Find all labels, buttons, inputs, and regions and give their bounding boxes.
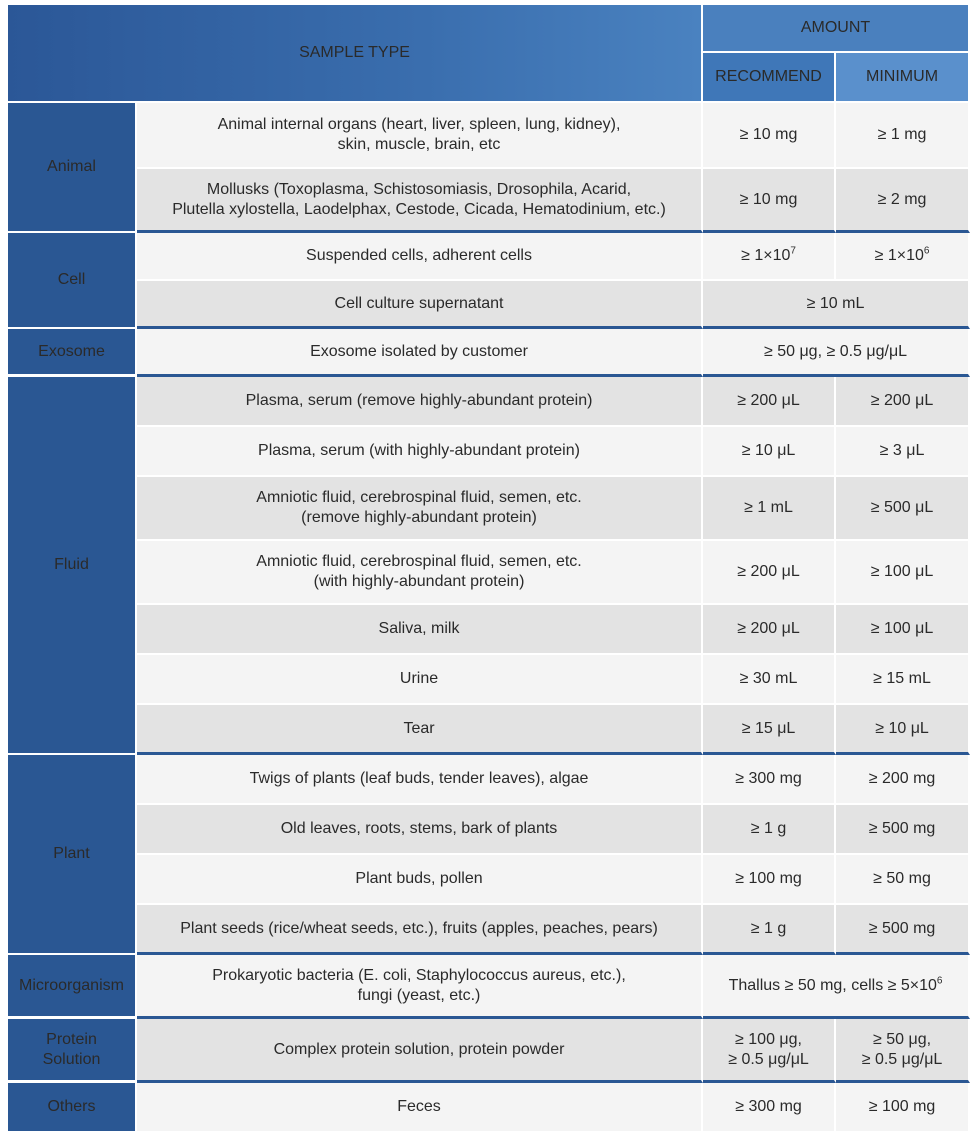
description-line: (remove highly-abundant protein) — [301, 509, 537, 526]
description-line: Prokaryotic bacteria (E. coli, Staphylococcus aureus, etc.), — [212, 966, 626, 984]
description-line: Amniotic fluid, cerebrospinal fluid, semen, etc. — [256, 553, 582, 570]
amount-line: ≥ 100 μg, — [735, 1030, 802, 1048]
minimum-cell: ≥ 1 mg — [836, 103, 970, 169]
table-row — [8, 169, 970, 233]
recommend-cell: ≥ 200 μL — [703, 541, 836, 605]
minimum-cell: ≥ 100 mg — [836, 1083, 970, 1133]
table-row — [8, 541, 970, 605]
amount-cell: ≥ 50 μg, ≥ 0.5 μg/μL — [703, 329, 970, 377]
sample-description: Plant seeds (rice/wheat seeds, etc.), fruits (apples, peaches, pears) — [137, 905, 703, 955]
category-plant — [8, 755, 137, 955]
table-row — [8, 955, 970, 1019]
recommend-cell: ≥ 1 g — [703, 805, 836, 855]
table-row — [8, 655, 970, 705]
minimum-cell — [836, 233, 970, 281]
minimum-cell: ≥ 500 mg — [836, 805, 970, 855]
category-label: Protein — [46, 1030, 97, 1048]
table-row — [8, 233, 970, 281]
description-line: skin, muscle, brain, etc — [337, 136, 501, 153]
minimum-cell: ≥ 50 mg — [836, 855, 970, 905]
sample-description: Saliva, milk — [137, 605, 703, 655]
description-line: Mollusks (Toxoplasma, Schistosomiasis, Drosophila, Acarid, — [206, 180, 632, 198]
category-label: Animal — [47, 158, 96, 175]
category-exosome — [8, 329, 137, 377]
amount-line: ≥ 50 μg, — [873, 1030, 932, 1048]
header-minimum: MINIMUM — [836, 53, 970, 103]
category-others — [8, 1083, 137, 1133]
amount-exponent: 7 — [790, 245, 796, 257]
table-row — [8, 377, 970, 427]
table-row — [8, 805, 970, 855]
amount-line: ≥ 0.5 μg/μL — [861, 1050, 943, 1068]
recommend-cell: ≥ 1 g — [703, 905, 836, 955]
sample-description — [137, 169, 703, 233]
sample-description — [137, 541, 703, 605]
minimum-cell: ≥ 100 μL — [836, 541, 970, 605]
table-row — [8, 1083, 970, 1133]
amount-base: Thallus ≥ 50 mg, cells ≥ 5×10 — [728, 976, 937, 994]
minimum-cell: ≥ 200 mg — [836, 755, 970, 805]
category-label: Plant — [53, 845, 90, 862]
category-label: Cell — [57, 271, 86, 288]
table-row — [8, 855, 970, 905]
sample-description: Tear — [137, 705, 703, 755]
minimum-cell: ≥ 500 μL — [836, 477, 970, 541]
minimum-cell: ≥ 10 μL — [836, 705, 970, 755]
description-line: (with highly-abundant protein) — [313, 573, 525, 590]
table-row — [8, 281, 970, 329]
header-recommend: RECOMMEND — [703, 53, 836, 103]
minimum-cell: ≥ 2 mg — [836, 169, 970, 233]
amount-line: ≥ 0.5 μg/μL — [728, 1050, 809, 1068]
category-cell — [8, 233, 137, 329]
amount-exponent: 6 — [936, 975, 943, 987]
category-fluid — [8, 377, 137, 755]
recommend-cell: ≥ 10 mg — [703, 169, 836, 233]
amount-base: ≥ 1×10 — [874, 247, 924, 264]
category-label: Microorganism — [19, 976, 124, 994]
table-row — [8, 427, 970, 477]
table-row — [8, 705, 970, 755]
recommend-cell: ≥ 10 μL — [703, 427, 836, 477]
sample-description: Old leaves, roots, stems, bark of plants — [137, 805, 703, 855]
sample-description: Plant buds, pollen — [137, 855, 703, 905]
description-line: Amniotic fluid, cerebrospinal fluid, semen, etc. — [256, 489, 582, 506]
sample-description — [137, 955, 703, 1019]
table-row — [8, 329, 970, 377]
sample-description: Twigs of plants (leaf buds, tender leaves), algae — [137, 755, 703, 805]
sample-description: Cell culture supernatant — [137, 281, 703, 329]
table-row — [8, 905, 970, 955]
minimum-cell: ≥ 3 μL — [836, 427, 970, 477]
description-line: Animal internal organs (heart, liver, spleen, lung, kidney), — [217, 116, 621, 133]
amount-cell — [703, 955, 970, 1019]
category-label: Others — [47, 1098, 96, 1115]
sample-description: Exosome isolated by customer — [137, 329, 703, 377]
sample-requirements-table — [8, 5, 970, 1133]
recommend-cell: ≥ 100 mg — [703, 855, 836, 905]
table-row — [8, 477, 970, 541]
sample-description — [137, 103, 703, 169]
category-microorganism — [8, 955, 137, 1019]
sample-description: Complex protein solution, protein powder — [137, 1019, 703, 1083]
table-row — [8, 605, 970, 655]
header-amount: AMOUNT — [703, 5, 970, 53]
amount-cell: ≥ 10 mL — [703, 281, 970, 329]
minimum-cell: ≥ 100 μL — [836, 605, 970, 655]
description-line: Plutella xylostella, Laodelphax, Cestode, Cicada, Hematodinium, etc.) — [172, 200, 666, 218]
sample-description: Plasma, serum (with highly-abundant protein) — [137, 427, 703, 477]
sample-description — [137, 477, 703, 541]
recommend-cell: ≥ 10 mg — [703, 103, 836, 169]
minimum-cell: ≥ 200 μL — [836, 377, 970, 427]
category-label: Solution — [42, 1050, 101, 1068]
recommend-cell: ≥ 1 mL — [703, 477, 836, 541]
recommend-cell — [703, 233, 836, 281]
category-label: Exosome — [38, 342, 105, 360]
recommend-cell — [703, 1019, 836, 1083]
table-row — [8, 755, 970, 805]
description-line: fungi (yeast, etc.) — [357, 986, 481, 1004]
category-protein-solution — [8, 1019, 137, 1083]
category-label: Fluid — [54, 556, 89, 573]
recommend-cell: ≥ 200 μL — [703, 605, 836, 655]
table-row — [8, 103, 970, 169]
recommend-cell: ≥ 30 mL — [703, 655, 836, 705]
sample-description: Urine — [137, 655, 703, 705]
recommend-cell: ≥ 300 mg — [703, 1083, 836, 1133]
table-row — [8, 1019, 970, 1083]
amount-exponent: 6 — [923, 245, 930, 257]
recommend-cell: ≥ 15 μL — [703, 705, 836, 755]
table-header — [8, 5, 970, 103]
recommend-cell: ≥ 300 mg — [703, 755, 836, 805]
sample-description: Suspended cells, adherent cells — [137, 233, 703, 281]
minimum-cell: ≥ 15 mL — [836, 655, 970, 705]
minimum-cell: ≥ 500 mg — [836, 905, 970, 955]
amount-base: ≥ 1×10 — [741, 247, 791, 264]
minimum-cell — [836, 1019, 970, 1083]
sample-description: Plasma, serum (remove highly-abundant protein) — [137, 377, 703, 427]
category-animal — [8, 103, 137, 233]
sample-description: Feces — [137, 1083, 703, 1133]
header-sample-type: SAMPLE TYPE — [8, 5, 703, 103]
table-body — [8, 103, 970, 1133]
recommend-cell: ≥ 200 μL — [703, 377, 836, 427]
